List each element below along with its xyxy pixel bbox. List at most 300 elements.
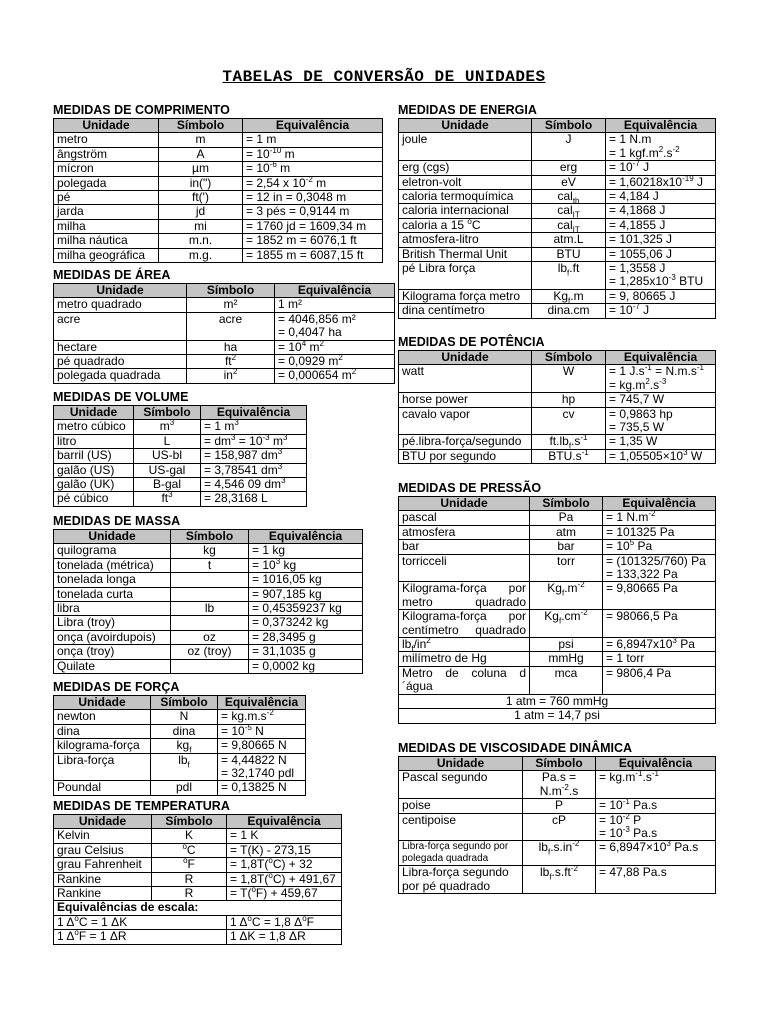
equivalence-cell: = 98066,5 Pa: [603, 610, 716, 638]
table-row: [399, 582, 716, 610]
unit-cell: newton: [54, 710, 151, 724]
unit-cell: caloria a 15 $^o$C: [399, 218, 532, 232]
note-cell: 1 atm = 760 mmHg: [399, 694, 716, 708]
equivalence-cell: = 0,373242 kg: [249, 616, 363, 630]
section-volume: [53, 390, 307, 507]
table-viscosidade: [398, 756, 716, 894]
table-row: [54, 781, 306, 795]
equivalence-cell: = $10^5$ Pa: [603, 540, 716, 554]
symbol-cell: L: [134, 434, 201, 448]
table-header-row: [399, 757, 716, 771]
unit-cell: kilograma-força: [54, 739, 151, 753]
table-row: [54, 298, 395, 312]
table-row: [54, 147, 383, 161]
unit-cell: eletron-volt: [399, 175, 532, 189]
table-row: [54, 710, 306, 724]
table-row: [54, 573, 363, 587]
symbol-cell: m: [159, 133, 243, 147]
section-title: MEDIDAS DE VISCOSIDADE DINÂMICA: [398, 741, 633, 755]
table-header-row: [54, 406, 307, 420]
unit-cell: galão (UK): [54, 478, 134, 492]
unit-cell: dina: [54, 724, 151, 738]
note-row: [399, 709, 716, 723]
unit-cell: cavalo vapor: [399, 407, 532, 435]
unit-cell: barril (US): [54, 449, 134, 463]
section-title: MEDIDAS DE COMPRIMENTO: [53, 103, 230, 117]
symbol-cell: P: [523, 799, 596, 813]
unit-cell: quilograma: [54, 544, 171, 558]
unit-cell: caloria internacional: [399, 204, 532, 218]
table-row: [399, 638, 716, 652]
symbol-cell: W: [532, 365, 606, 393]
page-title: TABELAS DE CONVERSÃO DE UNIDADES: [222, 68, 546, 86]
symbol-cell: $lb_f.s.in^{-2}$: [523, 841, 596, 866]
column-header: Símbolo: [171, 530, 249, 544]
unit-cell: metro cúbico: [54, 420, 134, 434]
column-header: Equivalência: [201, 406, 307, 420]
table-row: [54, 248, 383, 262]
column-header: Equivalência: [227, 815, 342, 829]
equivalence-cell: = $1,05505\times 10^3$ W: [606, 449, 716, 463]
unit-cell: $lb_f/in^2$: [399, 638, 530, 652]
column-header: Símbolo: [134, 406, 201, 420]
symbol-cell: dina: [151, 724, 218, 738]
symbol-cell: m.g.: [159, 248, 243, 262]
unit-cell: pé: [54, 191, 159, 205]
symbol-cell: acre: [187, 312, 275, 340]
equivalence-cell: = 0,0002 kg: [249, 659, 363, 673]
equivalence-cell: = 4,1855 J: [606, 218, 716, 232]
symbol-cell: cP: [523, 813, 596, 841]
unit-cell: Metro de coluna d´água: [399, 666, 530, 694]
equivalence-cell: = 4,1868 J: [606, 204, 716, 218]
symbol-cell: $in^2$: [187, 369, 275, 383]
table-row: [54, 219, 383, 233]
column-header: Símbolo: [187, 284, 275, 298]
column-header: Equivalência: [606, 351, 716, 365]
unit-cell: joule: [399, 133, 532, 161]
unit-cell: Libra-força segundo por pé quadrado: [399, 866, 523, 894]
table-row: [54, 739, 306, 753]
symbol-cell: $kg_f$: [151, 739, 218, 753]
unit-cell: acre: [54, 312, 187, 340]
column-header: Unidade: [54, 530, 171, 544]
unit-cell: horse power: [399, 393, 532, 407]
table-row: [399, 247, 716, 261]
symbol-cell: R: [152, 872, 227, 886]
column-header: Equivalência: [606, 119, 716, 133]
table-area: [53, 283, 395, 384]
symbol-cell: torr: [530, 554, 603, 582]
equivalence-cell: = 158,987 $dm^3$: [201, 449, 307, 463]
unit-cell: atmosfera-litro: [399, 233, 532, 247]
unit-cell: grau Fahrenheit: [54, 858, 152, 872]
equivalence-cell: = 1852 m = 6076,1 ft: [243, 234, 383, 248]
symbol-cell: m²: [187, 298, 275, 312]
equivalence-cell: = 1,35 W: [606, 435, 716, 449]
table-massa: [53, 529, 363, 674]
column-header: Símbolo: [523, 757, 596, 771]
section-title: MEDIDAS DE TEMPERATURA: [53, 799, 230, 813]
column-header: Unidade: [399, 757, 523, 771]
equivalence-cell: = 4,546 09 $dm^3$: [201, 478, 307, 492]
table-pressao: [398, 496, 716, 724]
symbol-cell: lb: [171, 602, 249, 616]
section-title: MEDIDAS DE ÁREA: [53, 268, 171, 282]
table-row: [399, 218, 716, 232]
unit-cell: dina centímetro: [399, 304, 532, 318]
symbol-cell: $Kg_f.m$: [532, 289, 606, 303]
section-viscosidade: [398, 741, 716, 894]
table-row: [399, 233, 716, 247]
symbol-cell: $^o$F: [152, 858, 227, 872]
table-row: [399, 666, 716, 694]
table-row: [54, 191, 383, 205]
table-row: [54, 753, 306, 781]
equivalence-cell: = $1,60218x10^{-19}$ J: [606, 175, 716, 189]
equivalence-cell: = 9, 80665 J: [606, 289, 716, 303]
table-header-row: [54, 530, 363, 544]
equivalence-cell: = 1 K: [227, 829, 342, 843]
table-row: [399, 866, 716, 894]
equivalence-cell: = 1,3558 J = $1,285x10^{-3}$ BTU: [606, 262, 716, 290]
table-row: [399, 449, 716, 463]
table-row: [54, 434, 307, 448]
table-row: [399, 799, 716, 813]
symbol-cell: Pa: [530, 511, 603, 525]
unit-cell: libra: [54, 602, 171, 616]
equivalence-cell: = $dm^3 = 10^{-3}$ $m^3$: [201, 434, 307, 448]
symbol-cell: [171, 587, 249, 601]
symbol-cell: cv: [532, 407, 606, 435]
section-title: MEDIDAS DE FORÇA: [53, 680, 180, 694]
symbol-cell: $^o$C: [152, 843, 227, 857]
symbol-cell: cal$_{IT}$: [532, 204, 606, 218]
unit-cell: BTU por segundo: [399, 449, 532, 463]
column-header: Símbolo: [532, 351, 606, 365]
equivalence-cell: = 0,000654 $m^2$: [275, 369, 395, 383]
table-row: [54, 340, 395, 354]
table-row: [399, 365, 716, 393]
table-row: [54, 829, 342, 843]
unit-cell: poise: [399, 799, 523, 813]
table-row: [54, 887, 342, 901]
symbol-cell: BTU: [532, 247, 606, 261]
table-row: [54, 587, 363, 601]
equivalence-cell: = 4,184 J: [606, 190, 716, 204]
table-row: [399, 407, 716, 435]
equivalence-cell: = (101325/760) Pa = 133,322 Pa: [603, 554, 716, 582]
table-header-row: [399, 351, 716, 365]
symbol-cell: mca: [530, 666, 603, 694]
equivalence-cell: = $10^{-5}$ N: [218, 724, 306, 738]
table-header-row: [54, 815, 342, 829]
note-cell: 1 atm = 14,7 psi: [399, 709, 716, 723]
equivalence-cell: = $kg.m^{-1}.s^{-1}$: [596, 771, 716, 799]
equivalence-cell: = 1016,05 kg: [249, 573, 363, 587]
symbol-cell: cal$_{IT}$: [532, 218, 606, 232]
equivalence-cell: = $10^{-2}$ P = $10^{-3}$ Pa.s: [596, 813, 716, 841]
table-row: [54, 858, 342, 872]
symbol-cell: µm: [159, 162, 243, 176]
equivalence-cell: = 47,88 Pa.s: [596, 866, 716, 894]
unit-cell: mícron: [54, 162, 159, 176]
symbol-cell: $Kg_f.cm^{-2}$: [530, 610, 603, 638]
symbol-cell: $BTU.s^{-1}$: [532, 449, 606, 463]
section-forca: [53, 680, 306, 796]
column-header: Símbolo: [530, 497, 603, 511]
unit-cell: hectare: [54, 340, 187, 354]
column-header: Unidade: [399, 119, 532, 133]
equivalence-cell: = 1,8T($^o$C) + 32: [227, 858, 342, 872]
unit-cell: Kilograma-força por centímetro quadrado: [399, 610, 530, 638]
equivalence-cell: = 28,3168 L: [201, 492, 307, 506]
section-potencia: [398, 335, 716, 464]
symbol-cell: J: [532, 133, 606, 161]
symbol-cell: cal$_{th}$: [532, 190, 606, 204]
equivalence-cell: = 0,9863 hp = 735,5 W: [606, 407, 716, 435]
unit-cell: onça (troy): [54, 645, 171, 659]
symbol-cell: B-gal: [134, 478, 201, 492]
equivalence-cell: = $10^{-7}$ J: [606, 161, 716, 175]
unit-cell: Poundal: [54, 781, 151, 795]
symbol-cell: dina.cm: [532, 304, 606, 318]
unit-cell: Quilate: [54, 659, 171, 673]
equivalence-cell: = 0,0929 $m^2$: [275, 355, 395, 369]
scale-row: [54, 930, 342, 944]
table-row: [399, 652, 716, 666]
symbol-cell: [171, 616, 249, 630]
equivalence-cell: = 1 $m^3$: [201, 420, 307, 434]
table-row: [399, 289, 716, 303]
section-title: MEDIDAS DE MASSA: [53, 514, 181, 528]
symbol-cell: K: [152, 829, 227, 843]
column-header: Unidade: [399, 351, 532, 365]
symbol-cell: m.n.: [159, 234, 243, 248]
unit-cell: milímetro de Hg: [399, 652, 530, 666]
symbol-cell: mmHg: [530, 652, 603, 666]
symbol-cell: erg: [532, 161, 606, 175]
symbol-cell: pdl: [151, 781, 218, 795]
scale-cell: 1 $\Delta^oC = 1$ ΔK: [54, 915, 227, 929]
equivalence-cell: = $10^{-10}$ m: [243, 147, 383, 161]
scale-title: Equivalências de escala:: [54, 901, 342, 915]
table-row: [54, 659, 363, 673]
unit-cell: onça (avoirdupois): [54, 630, 171, 644]
table-row: [399, 813, 716, 841]
unit-cell: milha geográfica: [54, 248, 159, 262]
symbol-cell: mi: [159, 219, 243, 233]
unit-cell: Kelvin: [54, 829, 152, 843]
unit-cell: polegada quadrada: [54, 369, 187, 383]
column-header: Unidade: [54, 696, 151, 710]
column-header: Equivalência: [603, 497, 716, 511]
symbol-cell: R: [152, 887, 227, 901]
symbol-cell: A: [159, 147, 243, 161]
symbol-cell: $ft^3$: [134, 492, 201, 506]
column-header: Unidade: [399, 497, 530, 511]
table-row: [399, 190, 716, 204]
equivalence-cell: = 1 N.m = 1 $kgf.m^2.s^{-2}$: [606, 133, 716, 161]
section-title: MEDIDAS DE PRESSÃO: [398, 481, 542, 495]
table-row: [54, 420, 307, 434]
equivalence-cell: = 1760 jd = 1609,34 m: [243, 219, 383, 233]
column-header: Equivalência: [218, 696, 306, 710]
symbol-cell: jd: [159, 205, 243, 219]
unit-cell: galão (US): [54, 463, 134, 477]
unit-cell: Libra (troy): [54, 616, 171, 630]
table-row: [399, 610, 716, 638]
table-row: [54, 616, 363, 630]
unit-cell: tonelada curta: [54, 587, 171, 601]
table-volume: [53, 405, 307, 507]
unit-cell: Rankine: [54, 872, 152, 886]
scale-row: [54, 915, 342, 929]
symbol-cell: $lb_f.s.ft^{-2}$: [523, 866, 596, 894]
unit-cell: torricceli: [399, 554, 530, 582]
symbol-cell: ft('): [159, 191, 243, 205]
column-header: Equivalência: [243, 119, 383, 133]
equivalence-cell: = 745,7 W: [606, 393, 716, 407]
column-header: Equivalência: [596, 757, 716, 771]
equivalence-cell: = 0,45359237 kg: [249, 602, 363, 616]
equivalence-cell: = 9806,4 Pa: [603, 666, 716, 694]
symbol-cell: atm.L: [532, 233, 606, 247]
section-energia: [398, 103, 716, 319]
table-row: [399, 175, 716, 189]
equivalence-cell: = $10^{-1}$ Pa.s: [596, 799, 716, 813]
symbol-cell: $ft^2$: [187, 355, 275, 369]
unit-cell: centipoise: [399, 813, 523, 841]
unit-cell: milha náutica: [54, 234, 159, 248]
section-area: [53, 268, 395, 384]
unit-cell: Libra-força segundo por polegada quadrada: [399, 841, 523, 866]
section-title: MEDIDAS DE ENERGIA: [398, 103, 537, 117]
table-row: [399, 435, 716, 449]
table-row: [54, 133, 383, 147]
equivalence-cell: = 12 in = 0,3048 m: [243, 191, 383, 205]
table-row: [399, 511, 716, 525]
equivalence-cell: 1 m²: [275, 298, 395, 312]
equivalence-cell: = 101325 Pa: [603, 525, 716, 539]
unit-cell: pé.libra-força/segundo: [399, 435, 532, 449]
column-header: Símbolo: [151, 696, 218, 710]
equivalence-cell: = $6,8947\times 10^3$ Pa.s: [596, 841, 716, 866]
unit-cell: pé cúbico: [54, 492, 134, 506]
note-row: [399, 694, 716, 708]
equivalence-cell: = 3 pés = 0,9144 m: [243, 205, 383, 219]
equivalence-cell: = 907,185 kg: [249, 587, 363, 601]
unit-cell: tonelada longa: [54, 573, 171, 587]
equivalence-cell: = 4,44822 N = 32,1740 pdl: [218, 753, 306, 781]
symbol-cell: US-bl: [134, 449, 201, 463]
equivalence-cell: = 28,3495 g: [249, 630, 363, 644]
equivalence-cell: = 9,80665 N: [218, 739, 306, 753]
table-header-row: [54, 696, 306, 710]
table-row: [399, 161, 716, 175]
equivalence-cell: = 1,8T($^o$C) + 491,67: [227, 872, 342, 886]
table-row: [399, 540, 716, 554]
unit-cell: British Thermal Unit: [399, 247, 532, 261]
column-header: Símbolo: [152, 815, 227, 829]
equivalence-cell: = $kg.m.s^{-2}$: [218, 710, 306, 724]
section-title: MEDIDAS DE POTÊNCIA: [398, 335, 545, 349]
symbol-cell: psi: [530, 638, 603, 652]
column-header: Unidade: [54, 119, 159, 133]
table-row: [399, 554, 716, 582]
equivalence-cell: = T($^o$F) + 459,67: [227, 887, 342, 901]
column-header: Unidade: [54, 406, 134, 420]
table-row: [54, 872, 342, 886]
table-row: [54, 843, 342, 857]
table-row: [54, 602, 363, 616]
unit-cell: metro quadrado: [54, 298, 187, 312]
equivalence-cell: = 1 $N.m^{-2}$: [603, 511, 716, 525]
table-row: [54, 724, 306, 738]
unit-cell: tonelada (métrica): [54, 558, 171, 572]
unit-cell: grau Celsius: [54, 843, 152, 857]
table-row: [54, 449, 307, 463]
unit-cell: pascal: [399, 511, 530, 525]
unit-cell: milha: [54, 219, 159, 233]
symbol-cell: N: [151, 710, 218, 724]
table-header-row: [399, 497, 716, 511]
scale-cell: 1 $\Delta^oF = 1$ ΔR: [54, 930, 227, 944]
symbol-cell: bar: [530, 540, 603, 554]
column-header: Símbolo: [532, 119, 606, 133]
table-row: [399, 133, 716, 161]
symbol-cell: US-gal: [134, 463, 201, 477]
section-temperatura: [53, 799, 342, 945]
scale-cell: 1 $\Delta^oC = 1,8$ $\Delta^oF$: [227, 915, 342, 929]
table-forca: [53, 695, 306, 796]
table-row: [54, 234, 383, 248]
symbol-cell: in("): [159, 176, 243, 190]
table-row: [54, 312, 395, 340]
table-comprimento: [53, 118, 383, 263]
section-pressao: [398, 481, 716, 724]
unit-cell: atmosfera: [399, 525, 530, 539]
table-header-row: [54, 284, 395, 298]
symbol-cell: $lb_f$: [151, 753, 218, 781]
symbol-cell: t: [171, 558, 249, 572]
unit-cell: jarda: [54, 205, 159, 219]
equivalence-cell: = 0,13825 N: [218, 781, 306, 795]
table-row: [399, 304, 716, 318]
unit-cell: Rankine: [54, 887, 152, 901]
table-row: [399, 262, 716, 290]
unit-cell: litro: [54, 434, 134, 448]
table-row: [54, 355, 395, 369]
table-row: [399, 771, 716, 799]
table-energia: [398, 118, 716, 319]
symbol-cell: atm: [530, 525, 603, 539]
unit-cell: polegada: [54, 176, 159, 190]
table-row: [54, 176, 383, 190]
symbol-cell: ha: [187, 340, 275, 354]
table-row: [399, 525, 716, 539]
equivalence-cell: = $10^4$ $m^2$: [275, 340, 395, 354]
symbol-cell: [171, 573, 249, 587]
table-row: [54, 558, 363, 572]
unit-cell: bar: [399, 540, 530, 554]
symbol-cell: Pa.s = $N.m^{-2}.s$: [523, 771, 596, 799]
column-header: Equivalência: [249, 530, 363, 544]
symbol-cell: $m^3$: [134, 420, 201, 434]
unit-cell: pé quadrado: [54, 355, 187, 369]
unit-cell: Pascal segundo: [399, 771, 523, 799]
section-massa: [53, 514, 363, 674]
